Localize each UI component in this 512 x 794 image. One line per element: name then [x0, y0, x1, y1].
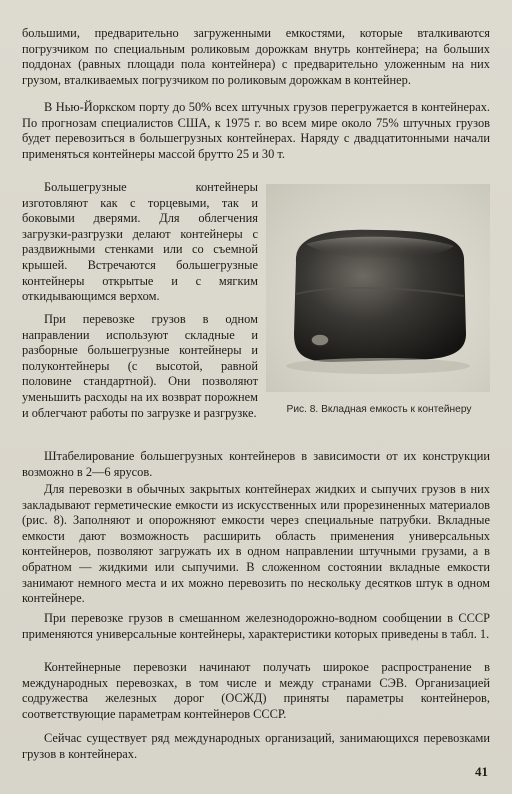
- paragraph-8: Контейнерные перевозки начинают получать широкое распространение в международных перевозках, в том числе и между странами СЭВ. Организацией содружества железных дорог (ОСЖД) приняты параметры контейнеров, соответствующие параметрам контейнеров СССР.: [22, 660, 490, 721]
- paragraph-1: большими, предварительно загруженными емкостями, которые вталкиваются погрузчиком по специальным роликовым дорожкам внутрь контейнера; на больших поддонах (равных площади пола контейнера) с предварительно уложенным на них грузом, вталкиваемых погрузчиком по роликовым дорожкам в контейнер.: [22, 26, 490, 87]
- paragraph-7: При перевозке грузов в смешанном железнодорожно-водном сообщении в СССР применяются универсальные контейнеры, характеристики которых приведены в табл. 1.: [22, 611, 490, 641]
- container-bladder-image: [266, 184, 490, 392]
- paragraph-2: В Нью-Йоркском порту до 50% всех штучных грузов перегружается в контейнерах. По прогнозам специалистов США, к 1975 г. во всем мире около 75% штучных грузов будет перевозиться в большегрузных контейнерах. Наряду с двадцатитонными начали применяться контейнеры массой брутто 25 и 30 т.: [22, 100, 490, 161]
- figure-caption: Рис. 8. Вкладная емкость к контейнеру: [286, 404, 472, 415]
- paragraph-3: Большегрузные контейнеры изготовляют как с торцевыми, так и боковыми дверями. Для облегчения загрузки-разгрузки делают контейнеры с раздвижными стенками или со съемной крышей. Встречаются большегрузные контейнеры открытые и с мягким откидывающимся верхом.: [22, 180, 258, 304]
- paragraph-9: Сейчас существует ряд международных организаций, занимающихся перевозками грузов в контейнерах.: [22, 731, 490, 761]
- paragraph-4: При перевозке грузов в одном направлении используют складные и разборные большегрузные контейнеры и полуконтейнеры (с высотой, равной половине стандартной). Они позволяют уменьшить расходы на их возврат порожнем и облегчают работы по загрузке и разгрузке.: [22, 312, 258, 420]
- page-number: 41: [475, 764, 488, 779]
- figure-8-photo: [266, 184, 490, 392]
- paragraph-6: Для перевозки в обычных закрытых контейнерах жидких и сыпучих грузов в них закладывают герметические емкости из искусственных или прорезиненных материалов (рис. 8). Заполняют и опорожняют емкости через специальные патрубки. Вкладные емкости дают возможность расширить область применения универсальных контейнеров, позволяют загружать их в одном направлении штучными грузами, а в обратном — жидкими или сыпучими. В сложенном состоянии вкладные емкости занимают немного места и их можно перевозить по нескольку десятков штук в одном контейнере.: [22, 482, 490, 606]
- valve-nozzle: [311, 334, 329, 346]
- paragraph-5: Штабелирование большегрузных контейнеров в зависимости от их конструкции возможно в 2—6 ярусов.: [22, 449, 490, 479]
